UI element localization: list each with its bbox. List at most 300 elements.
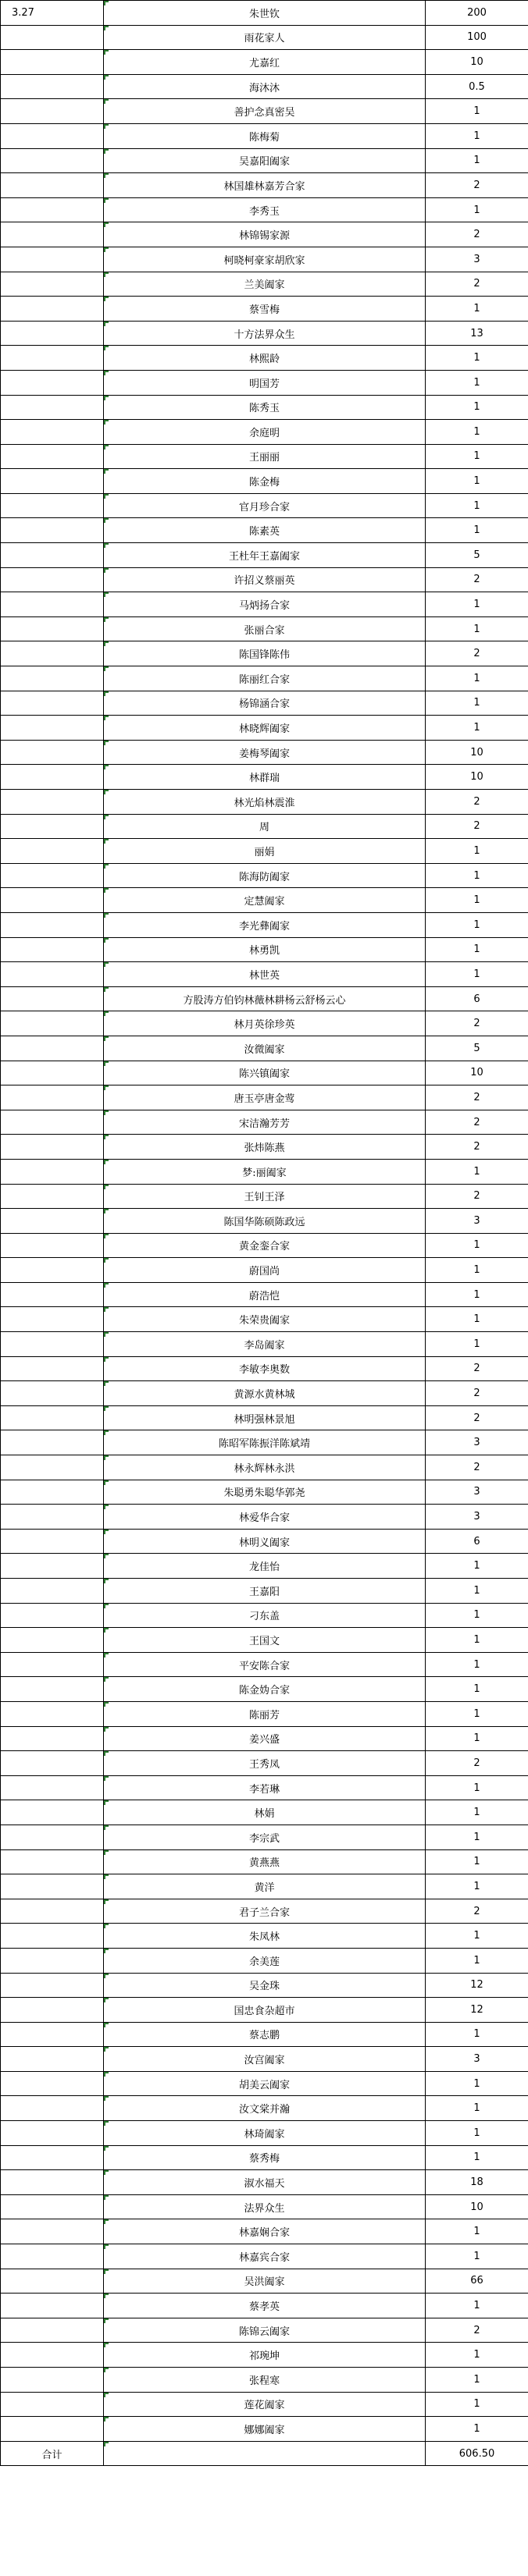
table-row xyxy=(1,2368,528,2393)
name-cell: 李光彝阖家 xyxy=(104,912,426,937)
table-row xyxy=(1,691,528,716)
name-cell: 娜娜阖家 xyxy=(104,2417,426,2442)
name-cell: 李敏李奥数 xyxy=(104,1356,426,1381)
amount-cell: 2 xyxy=(426,1135,528,1160)
table-row xyxy=(1,543,528,568)
date-cell xyxy=(1,518,104,543)
amount-cell: 10 xyxy=(426,1061,528,1085)
amount-cell: 1 xyxy=(426,691,528,716)
date-cell xyxy=(1,1135,104,1160)
date-cell xyxy=(1,2071,104,2096)
date-cell xyxy=(1,272,104,297)
name-cell: 林世英 xyxy=(104,962,426,987)
date-cell xyxy=(1,790,104,815)
amount-cell: 12 xyxy=(426,1998,528,2023)
table-row xyxy=(1,740,528,765)
name-cell: 黄金銮合家 xyxy=(104,1233,426,1258)
date-cell xyxy=(1,1849,104,1874)
table-row xyxy=(1,99,528,124)
table-row xyxy=(1,1307,528,1332)
amount-cell: 1 xyxy=(426,1652,528,1677)
table-row xyxy=(1,1135,528,1160)
table-row xyxy=(1,1948,528,1973)
name-cell: 林勇凯 xyxy=(104,937,426,962)
date-cell xyxy=(1,937,104,962)
amount-cell: 1 xyxy=(426,839,528,864)
date-cell xyxy=(1,1258,104,1283)
amount-cell: 1 xyxy=(426,2219,528,2244)
date-cell xyxy=(1,2022,104,2047)
name-cell: 汝微阖家 xyxy=(104,1036,426,1061)
amount-cell: 2 xyxy=(426,1899,528,1924)
amount-cell: 1 xyxy=(426,1948,528,1973)
name-cell: 林熙龄 xyxy=(104,346,426,371)
date-cell xyxy=(1,74,104,99)
table-row xyxy=(1,74,528,99)
table-row xyxy=(1,2096,528,2121)
date-cell xyxy=(1,1405,104,1430)
name-cell: 朱聪勇朱聪华郭尧 xyxy=(104,1480,426,1505)
amount-cell: 1 xyxy=(426,716,528,741)
name-cell: 王国文 xyxy=(104,1628,426,1653)
name-cell: 陈国华陈硕陈政远 xyxy=(104,1209,426,1234)
amount-cell: 1 xyxy=(426,1159,528,1184)
name-cell: 君子兰合家 xyxy=(104,1899,426,1924)
table-row xyxy=(1,247,528,272)
table-row xyxy=(1,2318,528,2343)
table-row xyxy=(1,2294,528,2318)
amount-cell: 1 xyxy=(426,444,528,469)
name-cell: 蔡雪梅 xyxy=(104,297,426,322)
amount-cell: 1 xyxy=(426,2294,528,2318)
name-cell: 李秀玉 xyxy=(104,197,426,222)
date-cell xyxy=(1,1282,104,1307)
name-cell: 国忠食杂超市 xyxy=(104,1998,426,2023)
table-row xyxy=(1,2047,528,2072)
amount-cell: 1 xyxy=(426,1282,528,1307)
date-cell xyxy=(1,148,104,173)
table-row xyxy=(1,1628,528,1653)
amount-cell: 3 xyxy=(426,2047,528,2072)
amount-cell: 1 xyxy=(426,197,528,222)
name-cell: 汝文棠并瀚 xyxy=(104,2096,426,2121)
name-cell: 陈丽芳 xyxy=(104,1701,426,1726)
name-cell: 王杜年王嘉阖家 xyxy=(104,543,426,568)
name-cell: 陈秀玉 xyxy=(104,395,426,420)
name-cell: 兰美阖家 xyxy=(104,272,426,297)
name-cell: 陈梅菊 xyxy=(104,123,426,148)
amount-cell: 1 xyxy=(426,2096,528,2121)
date-cell xyxy=(1,2417,104,2442)
date-cell xyxy=(1,1480,104,1505)
date-cell xyxy=(1,197,104,222)
name-cell: 丽娟 xyxy=(104,839,426,864)
amount-cell: 1 xyxy=(426,1800,528,1825)
name-cell: 王嘉阳 xyxy=(104,1579,426,1604)
table-row xyxy=(1,1726,528,1751)
amount-cell: 10 xyxy=(426,50,528,75)
date-cell xyxy=(1,1159,104,1184)
date-cell xyxy=(1,25,104,50)
date-cell xyxy=(1,1677,104,1702)
table-row xyxy=(1,1800,528,1825)
name-cell: 莲花阖家 xyxy=(104,2392,426,2417)
amount-cell: 1 xyxy=(426,1874,528,1899)
name-cell: 林嘉娴合家 xyxy=(104,2219,426,2244)
amount-cell: 2 xyxy=(426,641,528,666)
table-row xyxy=(1,962,528,987)
name-cell: 林月英徐珍英 xyxy=(104,1011,426,1036)
date-cell xyxy=(1,493,104,518)
amount-cell: 6 xyxy=(426,986,528,1011)
amount-cell: 0.5 xyxy=(426,74,528,99)
date-cell xyxy=(1,666,104,691)
name-cell: 林锦锡家源 xyxy=(104,222,426,247)
name-cell: 王钊王泽 xyxy=(104,1184,426,1209)
name-cell: 林琦阖家 xyxy=(104,2121,426,2146)
name-cell: 朱世钦 xyxy=(104,1,426,26)
name-cell: 官月珍合家 xyxy=(104,493,426,518)
date-cell xyxy=(1,1998,104,2023)
name-cell: 宋洁瀚芳芳 xyxy=(104,1110,426,1135)
name-cell: 陈金妫合家 xyxy=(104,1677,426,1702)
amount-cell: 1 xyxy=(426,1825,528,1849)
date-cell xyxy=(1,543,104,568)
table-row xyxy=(1,2121,528,2146)
name-cell: 陈素英 xyxy=(104,518,426,543)
amount-cell: 3 xyxy=(426,1505,528,1530)
table-row xyxy=(1,2392,528,2417)
name-cell: 唐玉亭唐金莺 xyxy=(104,1085,426,1110)
table-row xyxy=(1,197,528,222)
date-cell xyxy=(1,1628,104,1653)
table-row xyxy=(1,1085,528,1110)
table-row xyxy=(1,1973,528,1998)
name-cell: 余美莲 xyxy=(104,1948,426,1973)
table-row xyxy=(1,1381,528,1406)
amount-cell: 1 xyxy=(426,2392,528,2417)
name-cell: 善护念真密吴 xyxy=(104,99,426,124)
date-cell xyxy=(1,2392,104,2417)
name-cell: 姜梅琴阖家 xyxy=(104,740,426,765)
table-row xyxy=(1,765,528,790)
name-cell: 朱凤林 xyxy=(104,1924,426,1949)
amount-cell: 10 xyxy=(426,2194,528,2219)
date-cell xyxy=(1,2121,104,2146)
date-cell xyxy=(1,1505,104,1530)
date-cell xyxy=(1,1011,104,1036)
date-cell xyxy=(1,2219,104,2244)
date-cell xyxy=(1,2294,104,2318)
amount-cell: 2 xyxy=(426,790,528,815)
table-row xyxy=(1,839,528,864)
amount-cell: 18 xyxy=(426,2170,528,2195)
date-cell xyxy=(1,1430,104,1455)
date-cell xyxy=(1,567,104,592)
date-cell xyxy=(1,1775,104,1800)
date-cell xyxy=(1,1184,104,1209)
table-row xyxy=(1,518,528,543)
date-cell xyxy=(1,2194,104,2219)
name-cell: 林嘉宾合家 xyxy=(104,2244,426,2269)
name-cell: 黄燕燕 xyxy=(104,1849,426,1874)
name-cell: 姜兴盛 xyxy=(104,1726,426,1751)
amount-cell: 66 xyxy=(426,2269,528,2294)
amount-cell: 6 xyxy=(426,1529,528,1554)
name-cell: 海沐沐 xyxy=(104,74,426,99)
date-cell xyxy=(1,691,104,716)
amount-cell: 1 xyxy=(426,2071,528,2096)
table-row xyxy=(1,592,528,617)
date-cell xyxy=(1,1529,104,1554)
table-row xyxy=(1,1529,528,1554)
table-row xyxy=(1,395,528,420)
amount-cell: 2 xyxy=(426,1381,528,1406)
date-cell xyxy=(1,2047,104,2072)
amount-cell: 13 xyxy=(426,321,528,346)
amount-cell: 1 xyxy=(426,2145,528,2170)
table-row xyxy=(1,1751,528,1776)
table-row xyxy=(1,1258,528,1283)
name-cell: 陈昭军陈振洋陈斌靖 xyxy=(104,1430,426,1455)
amount-cell: 1 xyxy=(426,148,528,173)
name-cell: 林国雄林嘉芳合家 xyxy=(104,173,426,198)
table-row xyxy=(1,1430,528,1455)
amount-cell: 5 xyxy=(426,1036,528,1061)
amount-cell: 2 xyxy=(426,1455,528,1480)
date-cell xyxy=(1,222,104,247)
name-cell: 张丽合家 xyxy=(104,616,426,641)
total-amount-cell: 606.50 xyxy=(426,2441,528,2466)
name-cell: 胡美云阖家 xyxy=(104,2071,426,2096)
amount-cell: 1 xyxy=(426,1258,528,1283)
name-cell: 吴嘉阳阖家 xyxy=(104,148,426,173)
table-row xyxy=(1,50,528,75)
date-cell xyxy=(1,1924,104,1949)
amount-cell: 200 xyxy=(426,1,528,26)
amount-cell: 1 xyxy=(426,1307,528,1332)
amount-cell: 2 xyxy=(426,1184,528,1209)
name-cell: 柯晓柯豪家胡欣家 xyxy=(104,247,426,272)
date-cell xyxy=(1,1356,104,1381)
table-row xyxy=(1,1505,528,1530)
table-row xyxy=(1,25,528,50)
table-row xyxy=(1,888,528,913)
table-row xyxy=(1,912,528,937)
name-cell: 林爱华合家 xyxy=(104,1505,426,1530)
date-cell xyxy=(1,173,104,198)
name-cell: 蔚浩恺 xyxy=(104,1282,426,1307)
amount-cell: 1 xyxy=(426,395,528,420)
date-cell xyxy=(1,1603,104,1628)
name-cell: 蔚国尚 xyxy=(104,1258,426,1283)
table-row xyxy=(1,1332,528,1357)
date-cell xyxy=(1,1652,104,1677)
table-row xyxy=(1,346,528,371)
date-cell xyxy=(1,839,104,864)
amount-cell: 3 xyxy=(426,1430,528,1455)
table-row xyxy=(1,1825,528,1849)
name-cell: 刁东盖 xyxy=(104,1603,426,1628)
amount-cell: 1 xyxy=(426,297,528,322)
table-row xyxy=(1,469,528,494)
amount-cell: 1 xyxy=(426,2121,528,2146)
amount-cell: 1 xyxy=(426,937,528,962)
amount-cell: 1 xyxy=(426,2368,528,2393)
name-cell: 林晓辉阖家 xyxy=(104,716,426,741)
date-cell xyxy=(1,1701,104,1726)
name-cell: 张程寒 xyxy=(104,2368,426,2393)
table-row xyxy=(1,420,528,445)
amount-cell: 2 xyxy=(426,2318,528,2343)
name-cell: 马炳扬合家 xyxy=(104,592,426,617)
date-cell xyxy=(1,1899,104,1924)
name-cell: 龙佳怡 xyxy=(104,1554,426,1579)
amount-cell: 1 xyxy=(426,1628,528,1653)
table-row xyxy=(1,986,528,1011)
date-cell xyxy=(1,469,104,494)
date-cell xyxy=(1,1973,104,1998)
amount-cell: 2 xyxy=(426,1011,528,1036)
date-cell xyxy=(1,1825,104,1849)
amount-cell: 12 xyxy=(426,1973,528,1998)
amount-cell: 10 xyxy=(426,765,528,790)
date-cell xyxy=(1,346,104,371)
amount-cell: 1 xyxy=(426,370,528,395)
amount-cell: 1 xyxy=(426,2244,528,2269)
table-row xyxy=(1,1036,528,1061)
amount-cell: 2 xyxy=(426,1751,528,1776)
name-cell: 陈丽红合家 xyxy=(104,666,426,691)
name-cell: 吴金珠 xyxy=(104,1973,426,1998)
date-cell xyxy=(1,1307,104,1332)
date-cell xyxy=(1,2145,104,2170)
name-cell: 陈锦云阖家 xyxy=(104,2318,426,2343)
amount-cell: 1 xyxy=(426,1726,528,1751)
name-cell: 吴洪阖家 xyxy=(104,2269,426,2294)
name-cell: 王丽丽 xyxy=(104,444,426,469)
date-cell xyxy=(1,2096,104,2121)
table-row xyxy=(1,1998,528,2023)
date-cell xyxy=(1,247,104,272)
table-row xyxy=(1,716,528,741)
amount-cell: 1 xyxy=(426,592,528,617)
table-row xyxy=(1,1874,528,1899)
table-row xyxy=(1,1184,528,1209)
table-row xyxy=(1,666,528,691)
table-row xyxy=(1,1554,528,1579)
table-row xyxy=(1,790,528,815)
table-row xyxy=(1,444,528,469)
amount-cell: 3 xyxy=(426,1209,528,1234)
total-name-cell xyxy=(104,2441,426,2466)
date-cell xyxy=(1,962,104,987)
amount-cell: 2 xyxy=(426,567,528,592)
date-cell xyxy=(1,370,104,395)
name-cell: 李岛阖家 xyxy=(104,1332,426,1357)
date-cell xyxy=(1,1085,104,1110)
name-cell: 林光焰林震淮 xyxy=(104,790,426,815)
amount-cell: 1 xyxy=(426,469,528,494)
amount-cell: 1 xyxy=(426,616,528,641)
table-row xyxy=(1,2343,528,2368)
table-row xyxy=(1,2244,528,2269)
name-cell: 李若琳 xyxy=(104,1775,426,1800)
date-cell xyxy=(1,863,104,888)
table-row xyxy=(1,1701,528,1726)
name-cell: 陈兴镇阖家 xyxy=(104,1061,426,1085)
table-row xyxy=(1,2145,528,2170)
name-cell: 蔡志鹏 xyxy=(104,2022,426,2047)
table-row xyxy=(1,1110,528,1135)
date-cell xyxy=(1,1948,104,1973)
table-row xyxy=(1,370,528,395)
date-cell xyxy=(1,1332,104,1357)
table-row xyxy=(1,2022,528,2047)
amount-cell: 1 xyxy=(426,518,528,543)
date-cell xyxy=(1,1874,104,1899)
date-cell xyxy=(1,2343,104,2368)
name-cell: 林明强林景旭 xyxy=(104,1405,426,1430)
name-cell: 陈海防阖家 xyxy=(104,863,426,888)
date-cell xyxy=(1,592,104,617)
date-cell xyxy=(1,297,104,322)
table-row xyxy=(1,1,528,26)
amount-cell: 2 xyxy=(426,1356,528,1381)
date-cell: 3.27 xyxy=(1,1,104,26)
date-cell xyxy=(1,99,104,124)
table-row xyxy=(1,2219,528,2244)
amount-cell: 1 xyxy=(426,1579,528,1604)
name-cell: 蔡孝英 xyxy=(104,2294,426,2318)
name-cell: 李宗武 xyxy=(104,1825,426,1849)
date-cell xyxy=(1,1579,104,1604)
date-cell xyxy=(1,1036,104,1061)
name-cell: 汝宫阖家 xyxy=(104,2047,426,2072)
name-cell: 周 xyxy=(104,814,426,839)
name-cell: 方股涛方伯钧林薇林耕杨云舒杨云心 xyxy=(104,986,426,1011)
date-cell xyxy=(1,2269,104,2294)
amount-cell: 1 xyxy=(426,888,528,913)
date-cell xyxy=(1,888,104,913)
date-cell xyxy=(1,123,104,148)
name-cell: 朱荣贵阖家 xyxy=(104,1307,426,1332)
name-cell: 雨花家人 xyxy=(104,25,426,50)
amount-cell: 1 xyxy=(426,420,528,445)
amount-cell: 1 xyxy=(426,962,528,987)
total-label-cell: 合计 xyxy=(1,2441,104,2466)
date-cell xyxy=(1,1800,104,1825)
name-cell: 林明义阖家 xyxy=(104,1529,426,1554)
date-cell xyxy=(1,1381,104,1406)
amount-cell: 1 xyxy=(426,1603,528,1628)
table-row xyxy=(1,1924,528,1949)
date-cell xyxy=(1,641,104,666)
table-row xyxy=(1,937,528,962)
table-row xyxy=(1,1480,528,1505)
amount-cell: 1 xyxy=(426,1332,528,1357)
name-cell: 陈金梅 xyxy=(104,469,426,494)
date-cell xyxy=(1,1110,104,1135)
table-row xyxy=(1,222,528,247)
table-row xyxy=(1,1455,528,1480)
amount-cell: 2 xyxy=(426,173,528,198)
date-cell xyxy=(1,2244,104,2269)
amount-cell: 1 xyxy=(426,2022,528,2047)
amount-cell: 2 xyxy=(426,272,528,297)
date-cell xyxy=(1,1233,104,1258)
date-cell xyxy=(1,814,104,839)
